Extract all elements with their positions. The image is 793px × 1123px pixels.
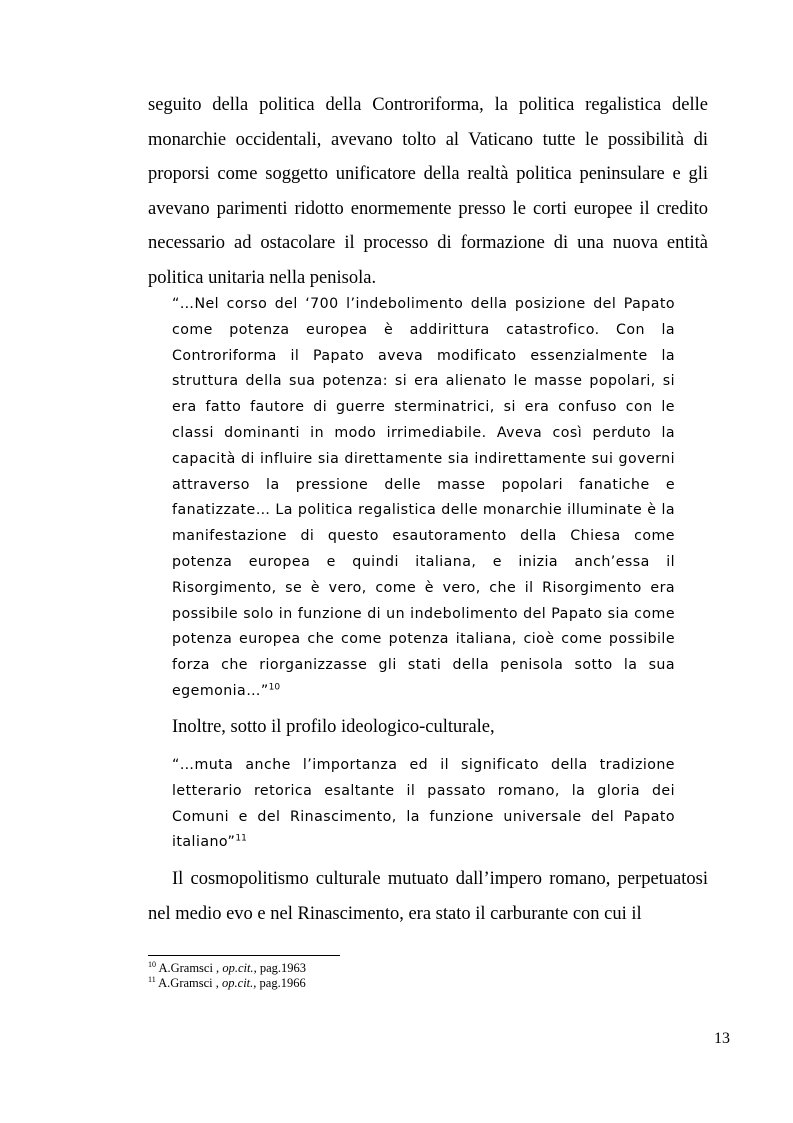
footnote-ref: 11 <box>235 833 247 844</box>
footnote-number: 10 <box>148 959 156 969</box>
footnote-author: A.Gramsci , <box>158 975 223 990</box>
body-paragraph: Il cosmopolitismo culturale mutuato dall’impero romano, perpetuatosi nel medio evo e nel Rinascimento, era stato il carburante con cui il <box>148 869 708 924</box>
footnote-work: op.cit. <box>222 961 254 975</box>
footnote-work: op.cit. <box>222 975 254 990</box>
page-number: 13 <box>714 1030 730 1047</box>
footnote-ref: 10 <box>268 682 281 693</box>
footnote-separator <box>148 955 340 956</box>
footnote-number: 11 <box>148 974 156 984</box>
footnote <box>148 961 548 976</box>
footnote <box>148 976 548 991</box>
footnote-page: , pag.1966 <box>253 975 306 990</box>
block-quote <box>172 292 675 705</box>
lead-in-sentence: Inoltre, sotto il profilo ideologico-culturale, <box>172 717 495 737</box>
block-quote <box>172 753 675 856</box>
quote-text: “…Nel corso del ‘700 l’indebolimento della posizione del Papato come potenza europea è addirittura catastrofico. Con la Controriforma il Papato aveva modificato essenzialmente la struttura della sua potenza: si era alienato le masse popolari, si era fatto fautore di guerre sterminatrici, si era confuso con le classi dominanti in modo irrimediabile. Aveva così perduto la capacità di influire sia direttamente sia indirettamente sui governi attraverso la pressione delle masse popolari fanatiche e fanatizzate… La politica regalistica delle monarchie illuminate è la manifestazione di questo esautoramento della Chiesa come potenza europea e quindi italiana, e inizia anch’essa il Risorgimento, se è vero, come è vero, che il Risorgimento era possibile solo in funzione di un indebolimento del Papato sia come potenza europea che come potenza italiana, cioè come possibile forza che riorganizzasse gli stati della penisola sotto la sua egemonia…” <box>172 296 675 699</box>
footnote-page: , pag.1963 <box>253 961 306 975</box>
quote-text: “…muta anche l’importanza ed il significato della tradizione letterario retorica esaltante il passato romano, la gloria dei Comuni e del Rinascimento, la funzione universale del Papato italiano” <box>172 757 675 851</box>
footnote-author: A.Gramsci , <box>158 961 223 975</box>
footnotes <box>148 961 548 990</box>
body-paragraph: seguito della politica della Controriforma, la politica regalistica delle monarchie occidentali, avevano tolto al Vaticano tutte le possibilità di proporsi come soggetto unificatore della realtà politica peninsulare e gli avevano parimenti ridotto enormemente presso le corti europee il credito necessario ad ostacolare il processo di formazione di una nuova entità politica unitaria nella penisola. <box>148 95 708 288</box>
